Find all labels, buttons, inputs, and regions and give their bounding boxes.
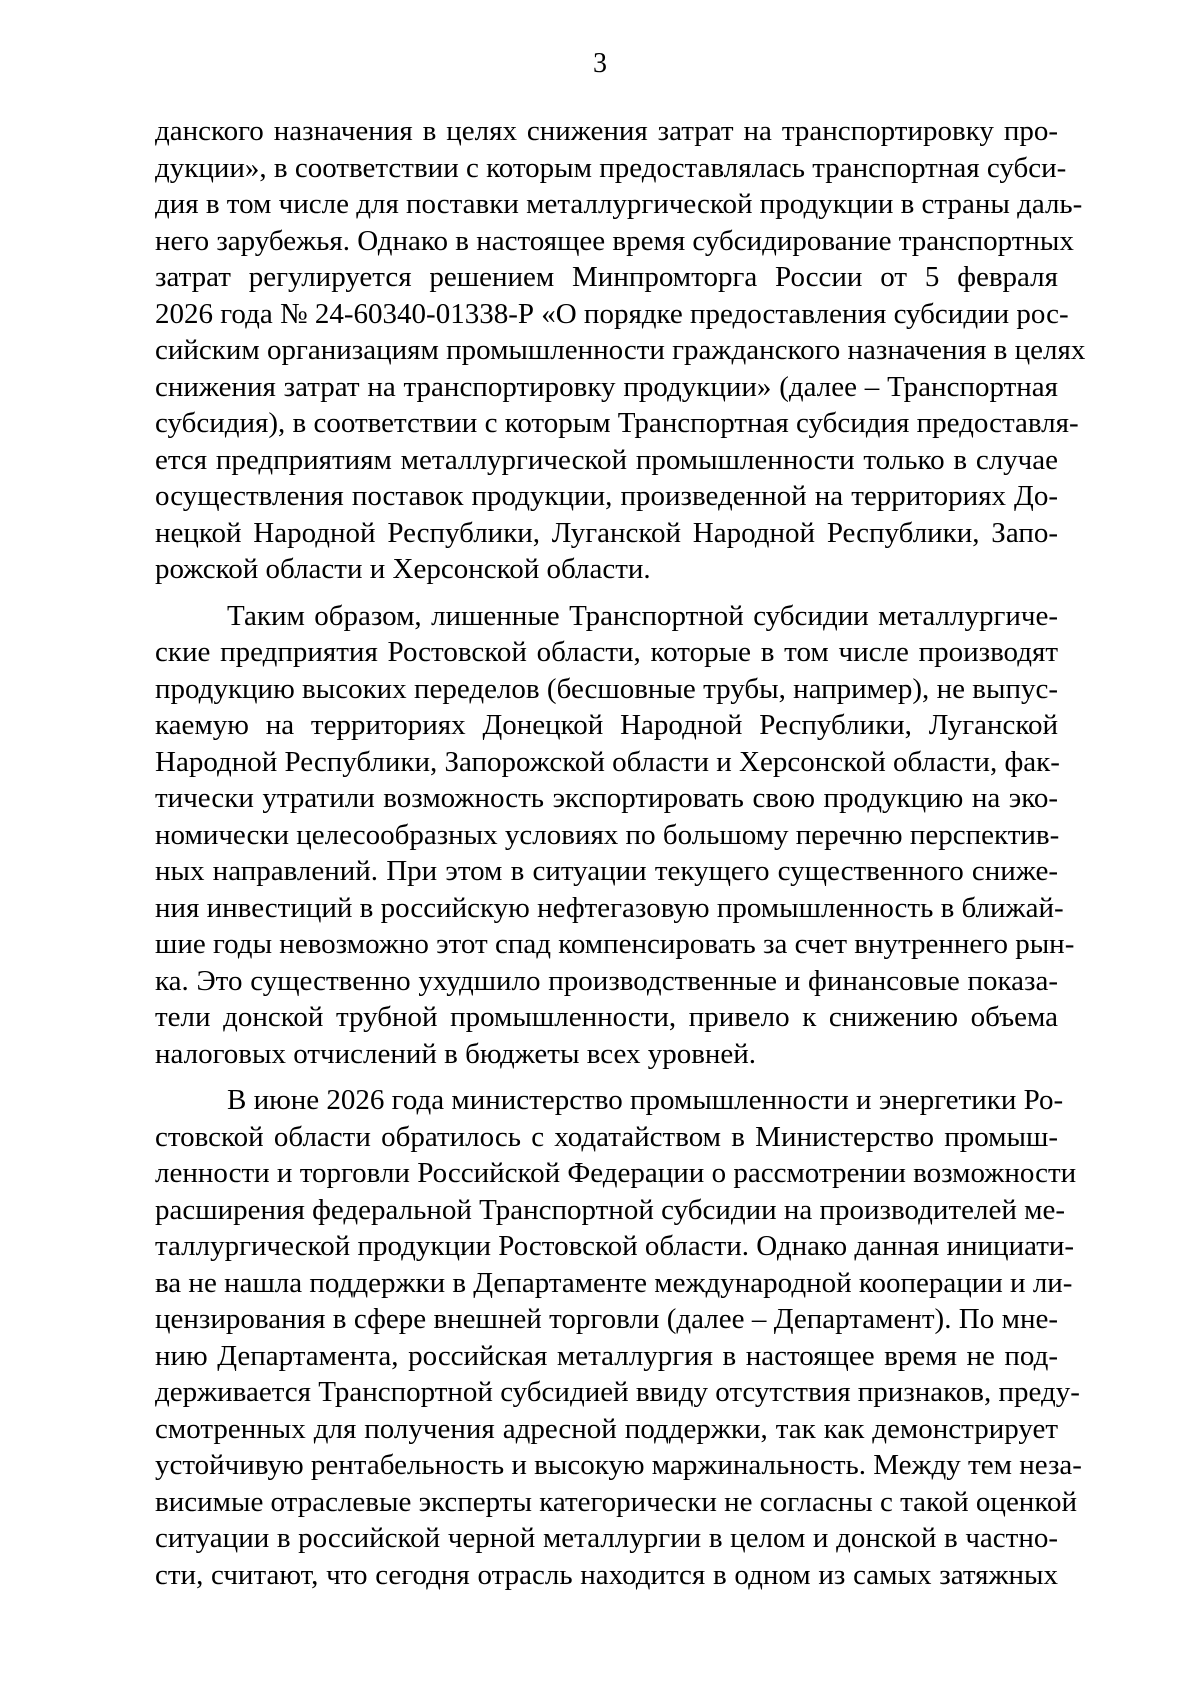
text-line: ка. Это существенно ухудшило производственные и финансовые показа- <box>155 964 1058 997</box>
text-line: Народной Республики, Запорожской области и Херсонской области, фак- <box>155 745 1060 778</box>
text-line: устойчивую рентабельность и высокую маржинальность. Между тем неза- <box>155 1449 1082 1481</box>
text-line: таллургической продукции Ростовской области. Однако данная инициати- <box>155 1230 1075 1262</box>
text-line: каемую на территориях Донецкой Народной Республики, Луганской <box>155 709 1058 741</box>
text-line: дия в том числе для поставки металлургической продукции в страны даль- <box>155 188 1083 220</box>
text-line: Таким образом, лишенные Транспортной субсидии металлургиче- <box>227 599 1058 632</box>
text-line: ется предприятиям металлургической промышленности только в случае <box>155 443 1058 476</box>
text-line: сти, считают, что сегодня отрасль находится в одном из самых затяжных <box>155 1558 1058 1591</box>
text-line: шие годы невозможно этот спад компенсировать за счет внутреннего рын- <box>155 928 1075 960</box>
text-line: него зарубежья. Однако в настоящее время субсидирование транспортных <box>155 224 1074 257</box>
text-line: субсидия), в соответствии с которым Транспортная субсидия предоставля- <box>155 407 1079 439</box>
paragraph <box>155 598 1075 1073</box>
text-line: висимые отраслевые эксперты категорически не согласны с такой оценкой <box>155 1485 1077 1518</box>
text-line: нию Департамента, российская металлургия в настоящее время не под- <box>155 1339 1058 1372</box>
paragraph <box>155 113 1086 588</box>
page-number: 3 <box>593 48 607 79</box>
text-line: В июне 2026 года министерство промышленности и энергетики Ро- <box>227 1084 1064 1116</box>
text-line: тически утратили возможность экспортировать свою продукцию на эко- <box>155 782 1058 814</box>
text-line: ных направлений. При этом в ситуации текущего существенного сниже- <box>155 855 1058 887</box>
text-line: снижения затрат на транспортировку продукции» (далее – Транспортная <box>155 370 1058 403</box>
text-line: номически целесообразных условиях по большому перечню перспектив- <box>155 818 1060 851</box>
text-line: расширения федеральной Транспортной субсидии на производителей ме- <box>155 1193 1065 1226</box>
text-line: рожской области и Херсонской области. <box>155 553 651 585</box>
text-line: затрат регулируется решением Минпромторга России от 5 февраля <box>155 261 1058 293</box>
text-line: цензирования в сфере внешней торговли (далее – Департамент). По мне- <box>155 1303 1058 1335</box>
text-line: сийским организациям промышленности гражданского назначения в целях <box>155 334 1086 366</box>
text-line: ния инвестиций в российскую нефтегазовую промышленность в ближай- <box>155 891 1064 924</box>
document-body <box>155 113 1086 1593</box>
text-line: дукции», в соответствии с которым предоставлялась транспортная субси- <box>155 151 1067 184</box>
text-line: смотренных для получения адресной поддержки, так как демонстрирует <box>155 1412 1058 1445</box>
text-line: ва не нашла поддержки в Департаменте международной кооперации и ли- <box>155 1266 1073 1299</box>
text-line: 2026 года № 24-60340-01338-Р «О порядке предоставления субсидии рос- <box>155 297 1069 330</box>
text-line: держивается Транспортной субсидией ввиду отсутствия признаков, преду- <box>155 1376 1080 1408</box>
text-line: осуществления поставок продукции, произведенной на территориях До- <box>155 480 1058 512</box>
text-line: продукцию высоких переделов (бесшовные трубы, например), не выпус- <box>155 672 1058 705</box>
paragraph <box>155 1082 1082 1593</box>
text-line: нецкой Народной Республики, Луганской Народной Республики, Запо- <box>155 516 1058 549</box>
text-line: налоговых отчислений в бюджеты всех уровней. <box>155 1037 757 1070</box>
text-line: ленности и торговли Российской Федерации о рассмотрении возможности <box>155 1157 1077 1189</box>
text-line: данского назначения в целях снижения затрат на транспортировку про- <box>155 115 1058 147</box>
text-line: стовской области обратилось с ходатайством в Министерство промыш- <box>155 1120 1058 1153</box>
text-line: ситуации в российской черной металлургии в целом и донской в частно- <box>155 1522 1058 1554</box>
text-line: ские предприятия Ростовской области, которые в том числе производят <box>155 636 1058 668</box>
text-line: тели донской трубной промышленности, привело к снижению объема <box>155 1001 1058 1033</box>
